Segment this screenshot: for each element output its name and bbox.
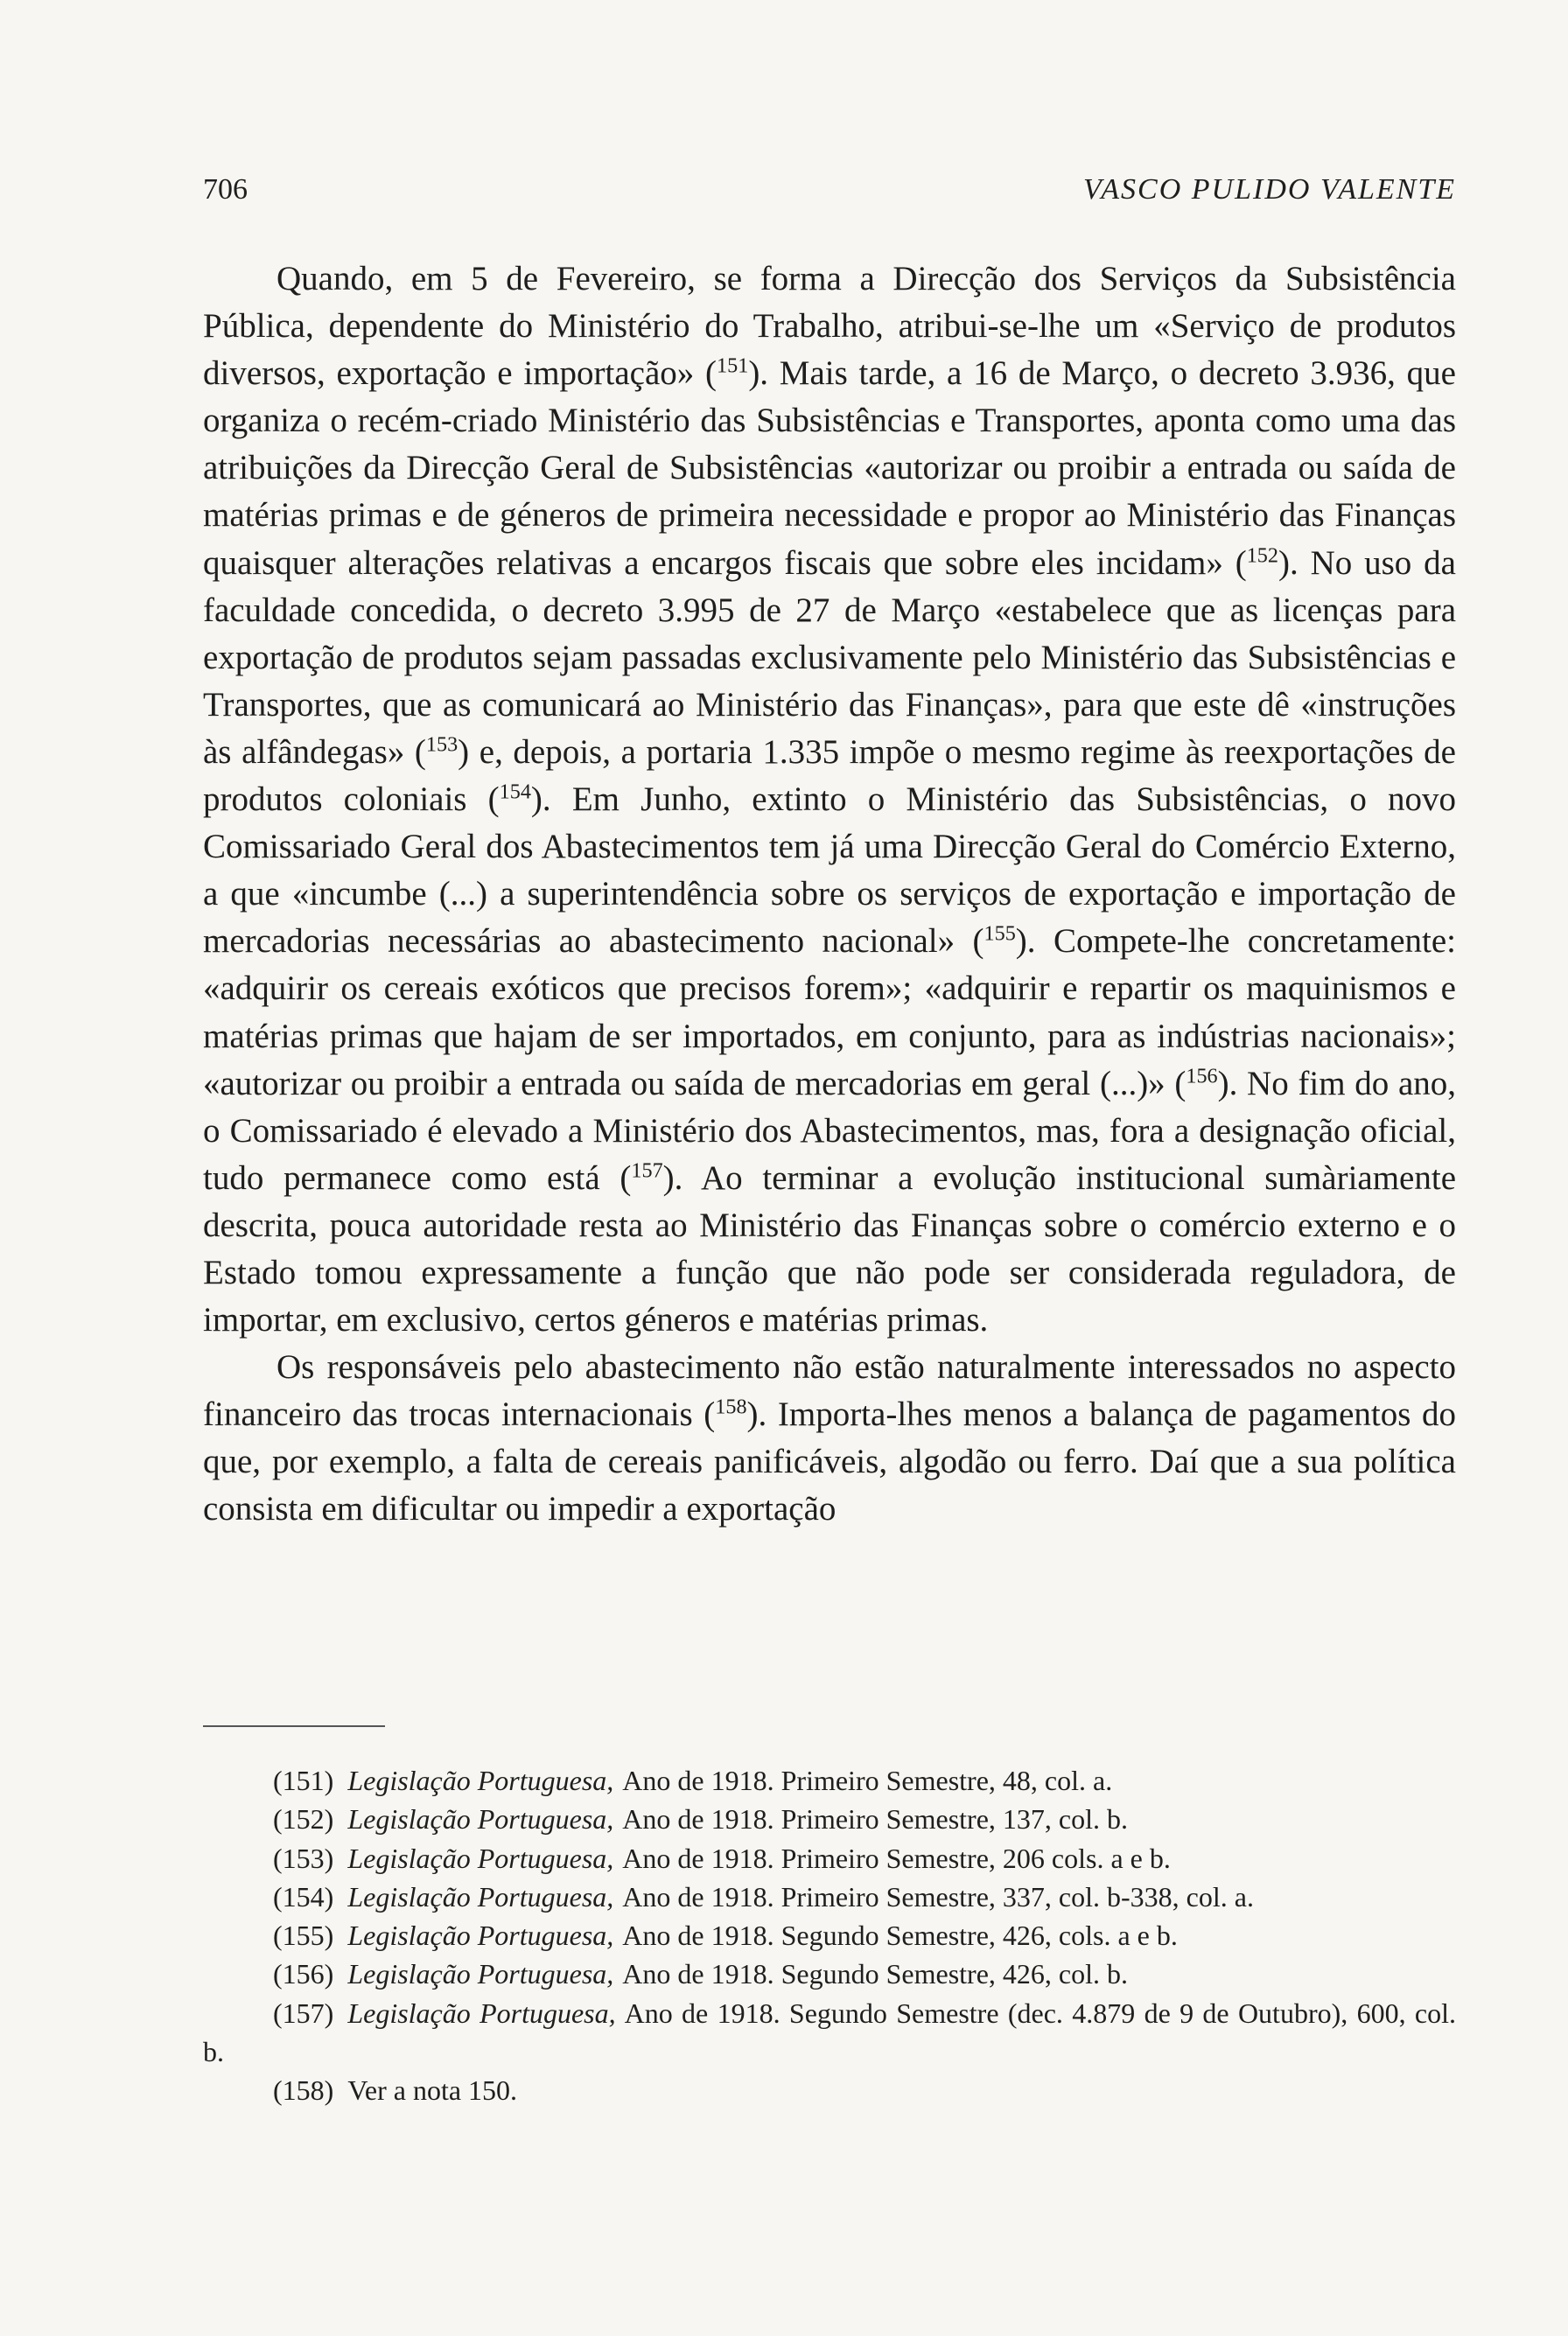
body-text	[203, 255, 1456, 1534]
footnote-reference: 151	[717, 353, 749, 378]
footnote-text: Ano de 1918. Segundo Semestre (dec. 4.879 de 9 de Outubro), 600, col. b.	[203, 1997, 1457, 2068]
footnote-reference: 154	[499, 780, 531, 804]
footnote	[203, 1839, 1456, 1878]
footnote	[203, 1994, 1456, 2072]
footnote-reference: 152	[1246, 543, 1278, 568]
footnote-text: Ver a nota 150.	[347, 2074, 518, 2107]
footnote-marker: (152)	[273, 1803, 334, 1836]
footnote-source: Legislação Portuguesa,	[347, 1880, 614, 1913]
footnote-marker: (154)	[273, 1880, 334, 1913]
body-paragraph	[203, 255, 1456, 1344]
footnote-reference: 158	[715, 1395, 747, 1419]
text-run: ) e, depois, a portaria 1.335 impõe o mesmo regime às reexportações de produtos coloniais (	[203, 732, 1456, 819]
text-run: Quando, em 5 de Fevereiro, se forma a Direcção dos Serviços da Subsistência Pública, dependente do Ministério do Trabalho, atribui-se-lhe um «Serviço de produtos diversos, exportação e importação» (	[203, 260, 1456, 393]
footnote-text: Ano de 1918. Primeiro Semestre, 337, col. b-338, col. a.	[622, 1880, 1254, 1913]
running-head: VASCO PULIDO VALENTE	[1083, 173, 1456, 206]
footnote-marker: (157)	[273, 1997, 334, 2029]
text-run: ). Ao terminar a evolução institucional sumàriamente descrita, pouca autoridade resta ao Ministério das Finanças sobre o comércio externo e o Estado tomou expressamente a função que não pode ser considerada reguladora, de importar, em exclusivo, certos géneros e matérias primas.	[203, 1158, 1456, 1339]
footnote-text: Ano de 1918. Segundo Semestre, 426, col. b.	[622, 1958, 1128, 1990]
page-number: 706	[203, 173, 248, 206]
footnote-reference: 156	[1186, 1064, 1218, 1088]
footnote	[203, 2071, 1456, 2109]
footnote	[203, 1878, 1456, 1916]
footnote-source: Legislação Portuguesa,	[347, 1842, 614, 1874]
footnote-text: Ano de 1918. Primeiro Semestre, 137, col. b.	[622, 1803, 1128, 1836]
footnote-source: Legislação Portuguesa,	[347, 1765, 614, 1796]
text-run: ). No uso da faculdade concedida, o decreto 3.995 de 27 de Março «estabelece que as licenças para exportação de produtos sejam passadas exclusivamente pelo Ministério das Subsistências e Transportes, que as comunicará ao Ministério das Finanças», para que este dê «instruções às alfândegas» (	[203, 543, 1456, 771]
footnote-source: Legislação Portuguesa,	[347, 1958, 614, 1990]
footnote-marker: (156)	[273, 1958, 334, 1990]
footnote-marker: (153)	[273, 1842, 334, 1874]
footnote	[203, 1761, 1456, 1800]
text-run: ). Mais tarde, a 16 de Março, o decreto 3.936, que organiza o recém-criado Ministério das Subsistências e Transportes, aponta como uma das atribuições da Direcção Geral de Subsistências «autorizar ou proibir a entrada ou saída de matérias primas e de géneros de primeira necessidade e propor ao Ministério das Finanças quaisquer alterações relativas a encargos fiscais que sobre eles incidam» (	[203, 354, 1456, 582]
footnote-text: Ano de 1918. Segundo Semestre, 426, cols. a e b.	[622, 1920, 1178, 1952]
footnotes	[203, 1761, 1456, 2110]
footnote-divider	[203, 1725, 385, 1727]
footnote-marker: (151)	[273, 1765, 334, 1796]
text-run: ). No fim do ano, o Comissariado é elevado a Ministério dos Abastecimentos, mas, fora a designação oficial, tudo permanece como está (	[203, 1064, 1456, 1197]
page-header	[203, 173, 1456, 217]
footnote-text: Ano de 1918. Primeiro Semestre, 206 cols. a e b.	[622, 1842, 1171, 1874]
text-run: Os responsáveis pelo abastecimento não estão naturalmente interessados no aspecto financeiro das trocas internacionais (	[203, 1348, 1456, 1434]
footnote-source: Legislação Portuguesa,	[347, 1803, 614, 1836]
footnote	[203, 1955, 1456, 1993]
text-run: ). Compete-lhe concretamente: «adquirir os cereais exóticos que precisos forem»; «adquirir e repartir os maquinismos e matérias primas que hajam de ser importados, em conjunto, para as indústrias nacionais»; «autorizar ou proibir a entrada ou saída de mercadorias em geral (...)» (	[203, 922, 1456, 1102]
footnote-marker: (155)	[273, 1920, 334, 1952]
footnote-source: Legislação Portuguesa,	[347, 1997, 616, 2029]
footnote-text: Ano de 1918. Primeiro Semestre, 48, col. a.	[622, 1765, 1113, 1796]
text-run: ). Em Junho, extinto o Ministério das Subsistências, o novo Comissariado Geral dos Abastecimentos tem já uma Direcção Geral do Comércio Externo, a que «incumbe (...) a superintendência sobre os serviços de exportação e importação de mercadorias necessárias ao abastecimento nacional» (	[203, 780, 1456, 961]
footnote	[203, 1916, 1456, 1955]
footnote-marker: (158)	[273, 2074, 334, 2107]
footnote	[203, 1800, 1456, 1838]
text-run: ). Importa-lhes menos a balança de pagamentos do que, por exemplo, a falta de cereais panificáveis, algodão ou ferro. Daí que a sua política consista em dificultar ou impedir a exportação	[203, 1395, 1456, 1528]
footnote-reference: 155	[984, 922, 1016, 947]
body-paragraph	[203, 1344, 1456, 1533]
footnote-reference: 153	[425, 732, 458, 757]
footnote-reference: 157	[631, 1158, 663, 1183]
footnote-source: Legislação Portuguesa,	[347, 1920, 614, 1952]
